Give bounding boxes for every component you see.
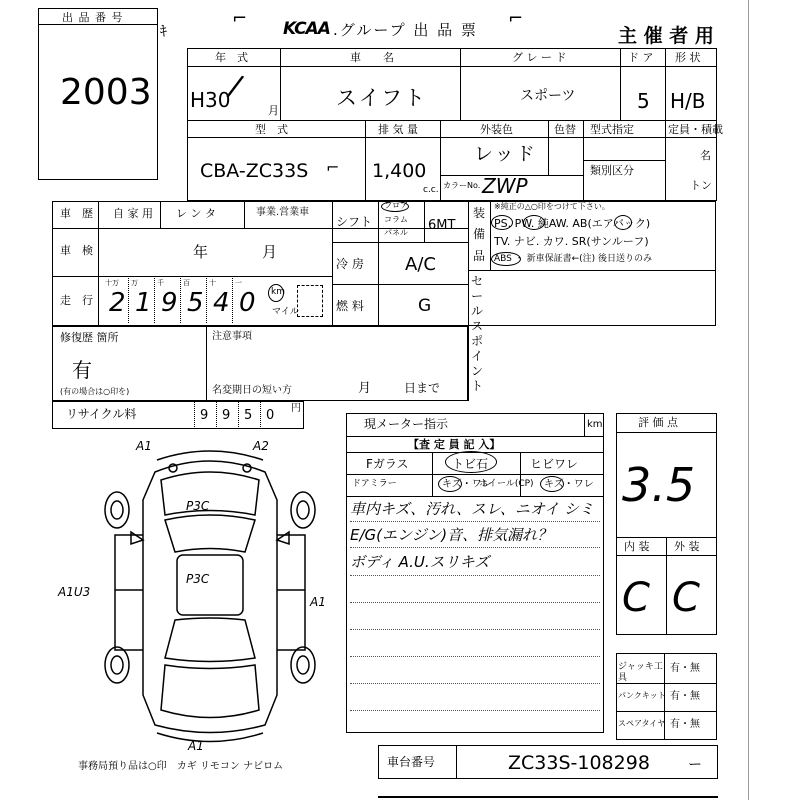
- inspector-note-1: 車内キズ、汚れ、スレ、ニオイ シミ: [350, 500, 594, 518]
- color-no-value: ZWP: [482, 174, 528, 198]
- recycle-label: リサイクル料: [66, 407, 137, 421]
- form-title: .グループ 出 品 票: [333, 21, 478, 39]
- diagram-mark-a2: A2: [253, 439, 269, 453]
- glass-opt2: ヒビワレ: [530, 457, 579, 471]
- mileage-digit-label: 十: [209, 279, 216, 287]
- equipment-label-2: 備: [473, 227, 486, 241]
- meter-label: 現メーター指示: [364, 417, 449, 431]
- glass-label: Fガラス: [366, 457, 409, 471]
- capacity-label: 定員・積載: [668, 123, 723, 136]
- name-label: 車 名: [350, 51, 394, 64]
- recycle-digit: 9: [200, 408, 209, 423]
- car-diagram: [95, 440, 325, 753]
- acc-spare-value: 有・無: [670, 719, 700, 730]
- disp-label: 排 気 量: [378, 123, 418, 136]
- fuel-value: G: [418, 296, 432, 316]
- type-spec-label: 型式指定: [590, 123, 634, 136]
- recycle-digit: 0: [266, 408, 275, 423]
- notes-label: 注意事項: [212, 331, 252, 342]
- class-label: 類別区分: [590, 164, 634, 177]
- interior-value: C: [622, 575, 650, 621]
- color-change-label: 色替: [554, 123, 576, 136]
- shift-option-panel: パネル: [384, 228, 408, 237]
- inspector-note-3: ボディ A.U.スリキズ: [350, 553, 490, 571]
- diagram-mark-a1-top: A1: [136, 439, 152, 453]
- name-value: スイフト: [336, 86, 427, 110]
- mileage-digit-label: 万: [131, 279, 138, 287]
- shift-option-floor: フロア: [384, 201, 408, 210]
- keys-note: 事務局預り品は○印 カギ リモコン ナビロム: [78, 761, 284, 772]
- kcaa-logo: KCAA: [283, 19, 330, 39]
- meter-unit: km: [587, 419, 603, 430]
- mileage-digit-label: 一: [235, 279, 242, 287]
- interior-label: 内 装: [624, 540, 650, 553]
- shift-label: シフト: [336, 215, 373, 229]
- year-label: 年 式: [215, 51, 248, 64]
- fuel-label: 燃 料: [336, 299, 364, 313]
- color-value: レッド: [474, 143, 537, 165]
- diagram-mark-p3c-1: P3C: [186, 499, 210, 513]
- model-value: CBA-ZC33S: [200, 160, 309, 182]
- chassis-value: ZC33S-108298: [508, 752, 650, 774]
- mileage-digit: 9: [161, 288, 178, 318]
- acc-puncture-label: パンクキット: [618, 691, 666, 700]
- wheel-label: ホイール(CP): [479, 479, 534, 489]
- acc-puncture-value: 有・無: [670, 691, 700, 702]
- equipment-label-3: 品: [473, 249, 486, 263]
- model-label: 型 式: [255, 123, 288, 136]
- diagram-mark-a1u3: A1U3: [58, 585, 91, 599]
- recycle-digit: 5: [244, 408, 253, 423]
- shift-option-column: コラム: [384, 215, 408, 224]
- inspection-month: 月: [262, 243, 278, 261]
- chassis-label: 車台番号: [387, 755, 436, 769]
- inspection-label: 車 検: [60, 244, 93, 257]
- wheel-opts: キズ・ワレ: [544, 479, 594, 490]
- acc-jack-label: ジャッキ工具: [618, 662, 663, 683]
- short-period-month: 月: [358, 381, 372, 396]
- mileage-label: 走 行: [60, 294, 93, 307]
- sales-point-label: セールスポイント: [471, 274, 484, 393]
- mileage-digit-label: 百: [183, 279, 190, 287]
- doors-label: ド ア: [628, 51, 654, 64]
- short-period-day: 日まで: [404, 381, 441, 395]
- shape-label: 形 状: [675, 51, 701, 64]
- shape-value: H/B: [670, 89, 706, 113]
- glass-opt1: トビ石: [452, 457, 489, 471]
- repair-note: (有の場合は○印を): [60, 387, 130, 396]
- repair-label: 修復歴 箇所: [60, 331, 119, 344]
- mirror-opts: キズ・ワレ: [442, 479, 492, 490]
- exterior-value: C: [672, 575, 700, 621]
- lot-label: 出 品 番 号: [62, 11, 124, 24]
- inspector-header: 【査 定 員 記 入】: [408, 438, 501, 451]
- history-private: 自 家 用: [113, 207, 153, 220]
- grade-label: グ レ ー ド: [512, 51, 567, 64]
- ac-value: A/C: [405, 254, 436, 275]
- disp-unit: c.c.: [423, 185, 439, 195]
- inspector-note-2: E/G(エンジン)音、排気漏れ？: [350, 526, 553, 544]
- disp-value: 1,400: [372, 160, 427, 182]
- year-value: H30: [190, 88, 231, 112]
- history-rental: レ ン タ: [176, 207, 216, 220]
- short-period-label: 名変期日の短い方: [212, 385, 292, 396]
- equipment-note: ※純正の△○印をつけて下さい。: [494, 202, 610, 211]
- equipment-line1: PS. PW. 純AW. AB(エアバック): [494, 217, 651, 230]
- km-label: km: [271, 287, 285, 297]
- ac-label: 冷 房: [336, 257, 364, 271]
- mirror-label: ドアミラー: [352, 479, 397, 489]
- score-value: 3.5: [622, 458, 696, 512]
- recycle-unit: 円: [291, 403, 301, 414]
- lot-number: 2003: [60, 72, 152, 113]
- mileage-digit: 1: [135, 288, 152, 318]
- equipment-line3: ABS ・ 新車保証書←(注) 後日送りのみ: [494, 254, 653, 264]
- mileage-check-box: [297, 285, 323, 317]
- acc-spare-label: スペアタイヤ: [618, 719, 666, 728]
- organizer-label: 主 催 者 用: [618, 25, 714, 47]
- capacity-unit2: トン: [690, 179, 712, 192]
- inspection-year: 年: [193, 243, 209, 261]
- mileage-digit: 2: [109, 288, 126, 318]
- mileage-digit: 5: [187, 288, 204, 318]
- history-label: 車 歴: [60, 207, 93, 220]
- diagram-mark-p3c-2: P3C: [186, 572, 210, 586]
- recycle-digit: 9: [222, 408, 231, 423]
- repair-value: 有: [72, 358, 92, 382]
- shift-value: 6MT: [428, 218, 456, 233]
- mileage-digit-label: 十万: [105, 279, 119, 287]
- acc-jack-value: 有・無: [670, 663, 700, 674]
- grade-value: スポーツ: [520, 88, 576, 104]
- month-unit: 月: [268, 104, 279, 117]
- mile-label: マイル: [272, 307, 299, 317]
- diagram-mark-a1-right: A1: [310, 595, 326, 609]
- mileage-digit: 0: [239, 288, 256, 318]
- capacity-unit1: 名: [700, 149, 711, 162]
- diagram-mark-a1-bottom: A1: [188, 739, 204, 753]
- exterior-label: 外 装: [674, 540, 700, 553]
- color-no-label: カラーNo.: [443, 181, 481, 190]
- score-label: 評 価 点: [638, 416, 678, 429]
- equipment-label-1: 装: [473, 206, 486, 220]
- equipment-line2: TV. ナビ. カワ. SR(サンルーフ): [494, 235, 649, 248]
- history-business: 事業.営業車: [256, 207, 310, 218]
- mileage-digit-label: 千: [157, 279, 164, 287]
- doors-value: 5: [637, 89, 650, 113]
- color-label: 外装色: [480, 123, 513, 136]
- mileage-digit: 4: [213, 288, 230, 318]
